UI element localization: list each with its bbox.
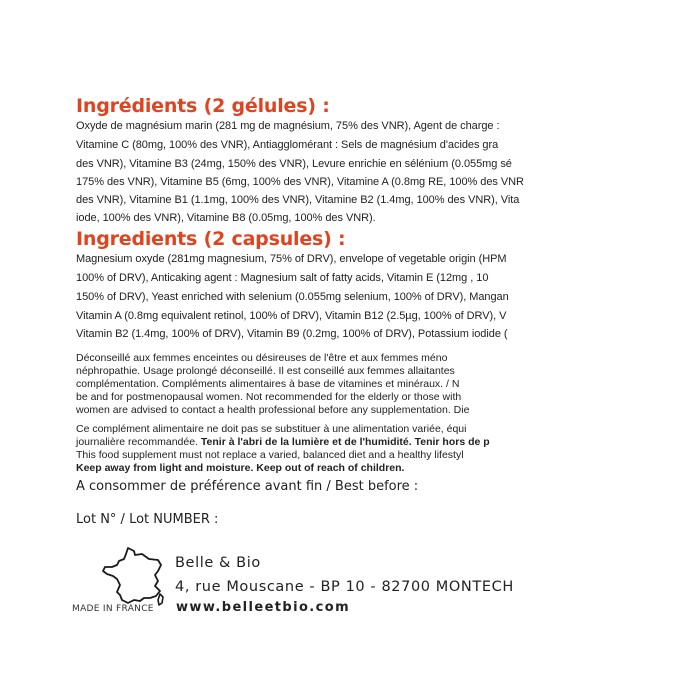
made-in-france-label: MADE IN FRANCE [72,604,154,614]
website-link[interactable]: www.belleetbio.com [176,600,351,615]
substitute-line-2a: journalière recommandée. [76,436,201,448]
fr-ingredient-line-2: Vitamine C (80mg, 100% des VNR), Antiagglomérant : Sels de magnésium d'acides gra [76,139,499,151]
en-ingredient-line-3: 150% of DRV), Yeast enriched with selenium (0.055mg selenium, 100% of DRV), Mangan [76,291,509,303]
substitute-line-1: Ce complément alimentaire ne doit pas se substituer à une alimentation variée, équi [76,423,467,435]
fr-ingredients-heading: Ingrédients (2 gélules) : [76,95,330,117]
substitute-line-2b: Tenir à l'abri de la lumière et de l'humidité. Tenir hors de p [200,436,490,448]
en-ingredient-line-4: Vitamin A (0.8mg equivalent retinol, 100% of DRV), Vitamin B12 (2.5µg, 100% of DRV), V [76,310,507,322]
fr-ingredient-line-1: Oxyde de magnésium marin (281 mg de magnésium, 75% des VNR), Agent de charge : [76,120,500,132]
fr-ingredient-line-6: iode, 100% des VNR), Vitamine B8 (0.05mg, 100% des VNR). [76,212,376,224]
en-ingredient-line-2: 100% of DRV), Anticaking agent : Magnesium salt of fatty acids, Vitamin E (12mg , 10 [76,272,489,284]
substitute-line-2 [76,437,490,448]
substitute-line-4: Keep away from light and moisture. Keep out of reach of children. [76,462,405,474]
best-before-label: A consommer de préférence avant fin / Best before : [76,479,419,494]
substitute-line-3: This food supplement must not replace a varied, balanced diet and a healthy lifestyl [76,449,464,461]
en-ingredient-line-1: Magnesium oxyde (281mg magnesium, 75% of DRV), envelope of vegetable origin (HPM [76,253,507,265]
fr-ingredient-line-4: 175% des VNR), Vitamine B5 (6mg, 100% des VNR), Vitamine A (0.8mg RE, 100% des VNR [76,176,524,188]
fr-ingredient-line-3: des VNR), Vitamine B3 (24mg, 150% des VNR), Levure enrichie en sélénium (0.055mg sé [76,158,512,170]
en-ingredients-heading: Ingredients (2 capsules) : [76,228,346,250]
warning-line-2: néphropathie. Usage prolongé déconseillé. Il est conseillé aux femmes allaitantes [76,365,455,377]
en-ingredient-line-5: Vitamin B2 (1.4mg, 100% of DRV), Vitamin B9 (0.2mg, 100% of DRV), Potassium iodide ( [76,328,508,340]
lot-number-label: Lot N° / Lot NUMBER : [76,512,219,527]
company-address: 4, rue Mouscane - BP 10 - 82700 MONTECH [175,579,514,595]
warning-line-4: be and for postmenopausal women. Not recommended for the elderly or those with [76,391,462,403]
france-map-icon [98,545,168,609]
warning-line-5: women are advised to contact a health professional before any supplementation. Die [76,404,470,416]
company-name: Belle & Bio [175,555,261,571]
warning-line-3: complémentation. Compléments alimentaires à base de vitamines et minéraux. / N [76,378,460,390]
warning-line-1: Déconseillé aux femmes enceintes ou désireuses de l'être et aux femmes méno [76,352,448,364]
fr-ingredient-line-5: des VNR), Vitamine B1 (1.1mg, 100% des VNR), Vitamine B2 (1.4mg, 100% des VNR), Vita [76,194,520,206]
